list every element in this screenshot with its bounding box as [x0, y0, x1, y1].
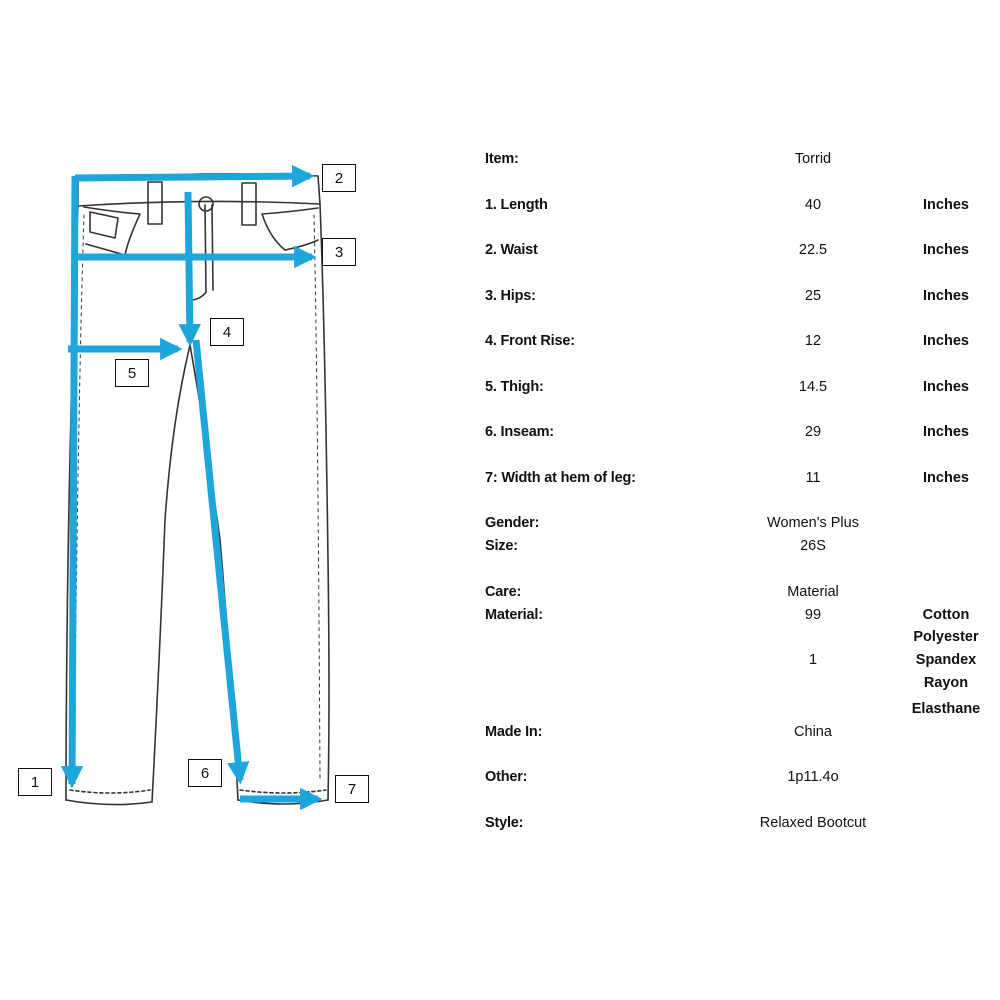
- size-label: Size:: [485, 538, 518, 554]
- callout-4: 4: [210, 318, 244, 346]
- callout-5: 5: [115, 359, 149, 387]
- hem-width-value: 11: [805, 470, 821, 486]
- item-label: Item:: [485, 151, 519, 167]
- hem-width-unit: Inches: [923, 470, 969, 486]
- gender-label: Gender:: [485, 515, 540, 531]
- other-label: Other:: [485, 769, 528, 785]
- fiber-rayon: Rayon: [923, 675, 969, 691]
- callout-3: 3: [322, 238, 356, 266]
- inseam-arrow: [196, 340, 240, 780]
- hips-value: 25: [804, 288, 822, 304]
- hips-label: 3. Hips:: [485, 288, 536, 304]
- thigh-label: 5. Thigh:: [485, 379, 544, 395]
- inseam-label: 6. Inseam:: [485, 424, 554, 440]
- callout-1: 1: [18, 768, 52, 796]
- length-unit: Inches: [923, 197, 969, 213]
- length-arrow: [72, 176, 75, 784]
- callout-2: 2: [322, 164, 356, 192]
- hem-width-label: 7: Width at hem of leg:: [485, 470, 636, 486]
- waist-value: 22.5: [798, 242, 828, 258]
- front-rise-arrow: [188, 192, 190, 342]
- fiber-elasthane: Elasthane: [911, 701, 981, 717]
- material-value-2: 1: [808, 652, 818, 668]
- front-rise-value: 12: [804, 333, 822, 349]
- thigh-value: 14.5: [798, 379, 828, 395]
- size-value: 26S: [800, 538, 826, 554]
- length-value: 40: [804, 197, 822, 213]
- front-rise-unit: Inches: [923, 333, 969, 349]
- hips-unit: Inches: [923, 288, 969, 304]
- inseam-unit: Inches: [923, 424, 969, 440]
- item-value: Torrid: [794, 151, 832, 167]
- fiber-spandex: Spandex: [915, 652, 977, 668]
- care-value: Material: [787, 584, 839, 600]
- made-in-label: Made In:: [485, 724, 543, 740]
- material-label: Material:: [485, 607, 543, 623]
- inseam-value: 29: [804, 424, 822, 440]
- waist-unit: Inches: [923, 242, 969, 258]
- gender-value: Women's Plus: [767, 515, 859, 531]
- material-value-1: 99: [804, 607, 822, 623]
- care-label: Care:: [485, 584, 522, 600]
- callout-7: 7: [335, 775, 369, 803]
- fiber-cotton: Cotton: [922, 607, 970, 623]
- thigh-unit: Inches: [923, 379, 969, 395]
- made-in-value: China: [794, 724, 832, 740]
- front-rise-label: 4. Front Rise:: [485, 333, 575, 349]
- fiber-polyester: Polyester: [913, 629, 979, 645]
- style-value: Relaxed Bootcut: [759, 815, 867, 831]
- waist-arrow: [75, 176, 310, 178]
- style-label: Style:: [485, 815, 524, 831]
- jeans-outline: [66, 174, 329, 805]
- callout-6: 6: [188, 759, 222, 787]
- length-label: 1. Length: [485, 197, 548, 213]
- waist-label: 2. Waist: [485, 242, 538, 258]
- other-value: 1p11.4o: [787, 769, 839, 785]
